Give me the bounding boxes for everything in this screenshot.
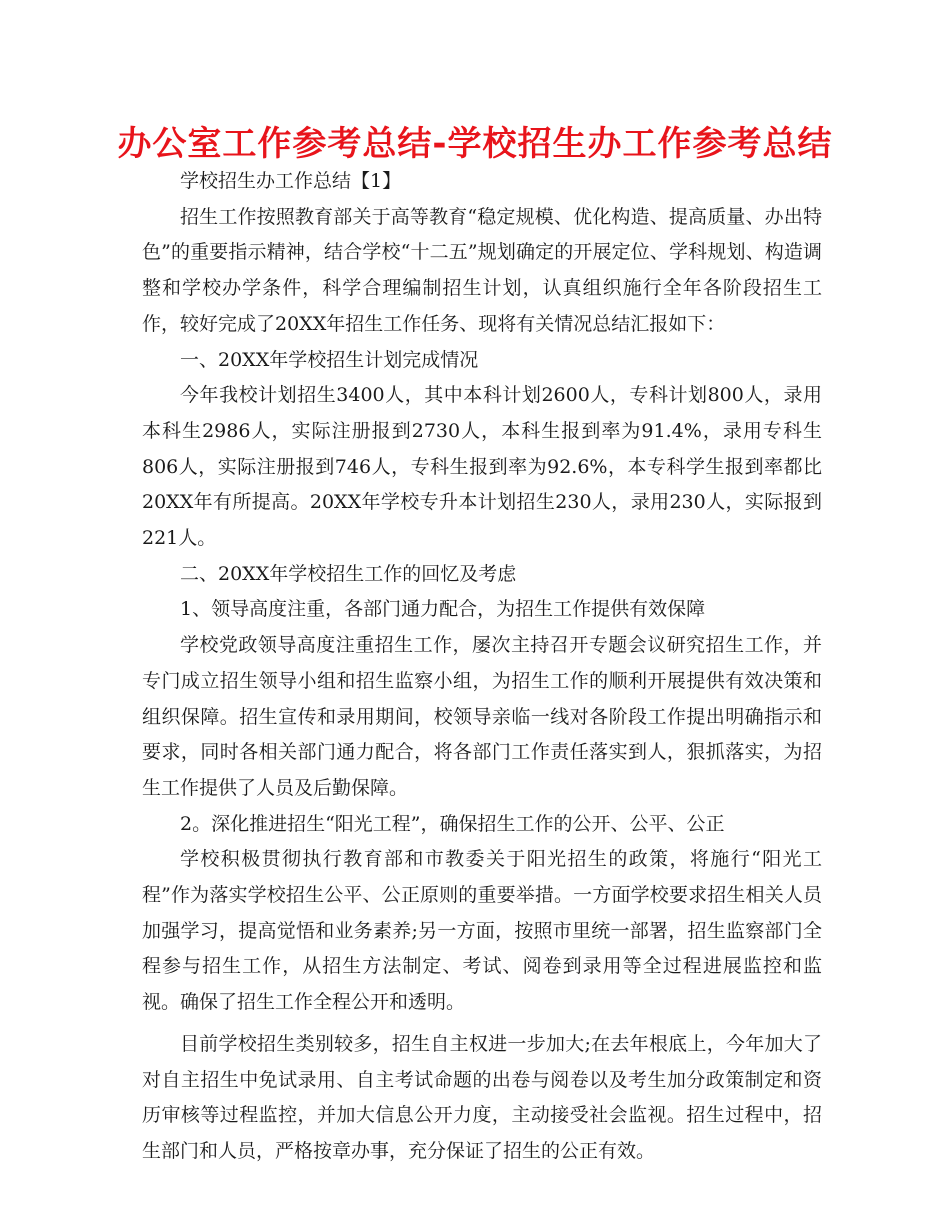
section-heading-plan: 一、20XX年学校招生计划完成情况 [180, 348, 479, 371]
plan-paragraph: 今年我校计划招生3400人，其中本科计划2600人，专科计划800人，录用本科生2986人，实际注册报到2730人，本科生报到率为91.4%，录用专科生806人，实际注册报到746人，专科生报到率为92.6%，本专科学生报到率都比20XX年有所提高。20XX年学校专升本计划招生230人，录用230人，实际报到221人。 [142, 384, 822, 550]
subheading-sunshine: 2。深化推进招生“阳光工程”，确保招生工作的公开、公平、公正 [180, 812, 725, 835]
document-title: 办公室工作参考总结-学校招生办工作参考总结 [117, 124, 833, 164]
subheading-leadership: 1、领导高度注重，各部门通力配合，为招生工作提供有效保障 [180, 598, 706, 621]
monitoring-paragraph: 目前学校招生类别较多，招生自主权进一步加大;在去年根底上，今年加大了对自主招生中免试录用、自主考试命题的出卷与阅卷以及考生加分政策制定和资历审核等过程监控，并加大信息公开力度，主动接受社会监视。招生过程中，招生部门和人员，严格按章办事，充分保证了招生的公正有效。 [142, 1032, 822, 1162]
intro-paragraph: 招生工作按照教育部关于高等教育“稳定规模、优化构造、提高质量、办出特色”的重要指示精神，结合学校“十二五”规划确定的开展定位、学科规划、构造调整和学校办学条件，科学合理编制招生计划，认真组织施行全年各阶段招生工作，较好完成了20XX年招生工作任务、现将有关情况总结汇报如下： [142, 205, 822, 335]
section-heading-review: 二、20XX年学校招生工作的回忆及考虑 [180, 562, 517, 585]
section-heading-1: 学校招生办工作总结【1】 [180, 170, 402, 192]
document-body [142, 164, 822, 1170]
sunshine-paragraph: 学校积极贯彻执行教育部和市教委关于阳光招生的政策，将施行“阳光工程”作为落实学校招生公平、公正原则的重要举措。一方面学校要求招生相关人员加强学习，提高觉悟和业务素养;另一方面，按照市里统一部署，招生监察部门全程参与招生工作，从招生方法制定、考试、阅卷到录用等全过程进展监控和监视。确保了招生工作全程公开和透明。 [142, 848, 822, 1014]
leadership-paragraph: 学校党政领导高度注重招生工作，屡次主持召开专题会议研究招生工作，并专门成立招生领导小组和招生监察小组，为招生工作的顺利开展提供有效决策和组织保障。招生宣传和录用期间，校领导亲临一线对各阶段工作提出明确指示和要求，同时各相关部门通力配合，将各部门工作责任落实到人，狠抓落实，为招生工作提供了人员及后勤保障。 [142, 634, 822, 799]
